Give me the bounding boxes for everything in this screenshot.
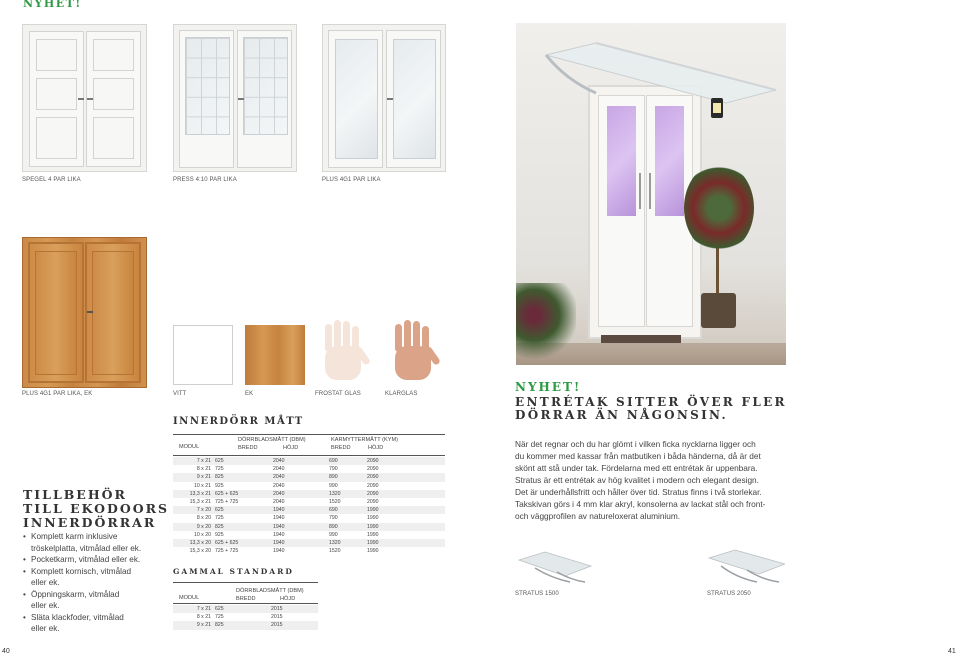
table-row xyxy=(173,465,445,473)
table-cell: 1990 xyxy=(367,531,379,538)
right-paragraph: När det regnar och du har glömt i vilken ficka nycklarna ligger och du kommer med kassar från matbutiken i båda händerna, då är det skönt att stå under tak. Fördelarna med ett entrétak är uppenbara. Stratus är ett entrétak av hög kvalitet i modern och elegant design. Det är underhållsfritt och håller över tid. Stratus finns i två storlekar. Takskivan görs i 4 mm klar akryl, konsolerna av lackat stål och front- och väggprofilen av natureloxerat aluminium. xyxy=(515,439,766,521)
gammal-col-dbm: DÖRRBLADSMÅTT (DBM) xyxy=(236,588,304,594)
table-row xyxy=(173,531,445,539)
table-row xyxy=(173,490,445,498)
col-kym: KARMYTTERMÅTT (KYM) xyxy=(331,437,399,443)
table-row xyxy=(173,547,445,555)
table-cell: 725 xyxy=(215,515,224,522)
table-row xyxy=(173,621,318,629)
table-cell: 7 x 21 xyxy=(173,457,213,465)
table-cell: 625 xyxy=(213,506,271,514)
door-caption-3: PLUS 4G1 PAR LIKA xyxy=(322,177,381,183)
door-photo-press xyxy=(173,24,297,172)
table-cell: 2015 xyxy=(269,605,318,613)
table-cell: 7 x 20 xyxy=(173,506,213,514)
table-cell: 990 xyxy=(329,482,338,489)
table-cell: 1320 xyxy=(327,539,365,547)
table-cell: 1520 xyxy=(329,499,341,506)
table-row xyxy=(173,473,445,481)
table-cell: 725 xyxy=(215,614,224,621)
table-row xyxy=(173,613,318,621)
table-cell: 890 xyxy=(327,523,365,531)
table-cell: 15,3 x 20 xyxy=(189,548,211,555)
entrance-photo xyxy=(516,23,786,365)
swatch-white xyxy=(173,325,233,385)
table-cell: 8 x 21 xyxy=(196,466,211,473)
swatch-label-white: VITT xyxy=(173,391,187,397)
table-cell: 1520 xyxy=(329,548,341,555)
tillbehor-title-line-3: INNERDÖRRAR xyxy=(23,515,157,530)
list-item: • Pocketkarm, vitmålad eller ek. xyxy=(23,554,163,566)
table-cell: 2090 xyxy=(365,457,445,465)
col-dbm-hojd: HÖJD xyxy=(283,445,299,451)
table-cell: 1990 xyxy=(367,515,379,522)
swatch-clear-glass xyxy=(385,318,445,385)
table-cell: 2040 xyxy=(271,473,327,481)
gammal-rows xyxy=(173,605,318,630)
table-cell: 1990 xyxy=(367,548,379,555)
tillbehor-title-line-2: TILL EKODOORS xyxy=(23,501,170,516)
list-item: • Släta klackfoder, vitmålad eller ek. xyxy=(23,612,163,635)
table-cell: 925 xyxy=(215,531,224,538)
hand-clear-icon xyxy=(385,318,445,385)
table-cell: 1940 xyxy=(273,515,285,522)
table-cell: 2040 xyxy=(273,466,285,473)
table-cell: 1940 xyxy=(271,506,327,514)
table-cell: 790 xyxy=(329,466,338,473)
table-cell: 2090 xyxy=(367,466,379,473)
table-cell: 790 xyxy=(329,515,338,522)
door-caption-1: SPEGEL 4 PAR LIKA xyxy=(22,177,81,183)
table-cell: 10 x 20 xyxy=(193,531,211,538)
gammal-col-bredd: BREDD xyxy=(236,596,256,602)
hand-frosted-icon xyxy=(315,318,375,385)
table-cell: 8 x 20 xyxy=(196,515,211,522)
table-cell: 625 + 625 xyxy=(213,490,271,498)
swatch-label-clear: KLARGLAS xyxy=(385,391,418,397)
table-cell: 990 xyxy=(329,531,338,538)
table-row xyxy=(173,457,445,465)
table-cell: 9 x 21 xyxy=(173,473,213,481)
table-row xyxy=(173,506,445,514)
swatch-label-oak: EK xyxy=(245,391,254,397)
page-number-right: 41 xyxy=(948,648,956,655)
headline-line-2: DÖRRAR ÄN NÅGONSIN. xyxy=(515,408,729,422)
table-cell: 1990 xyxy=(365,523,445,531)
product-photo-stratus-1500 xyxy=(515,548,593,588)
col-dbm-bredd: BREDD xyxy=(238,445,258,451)
table-row xyxy=(173,539,445,547)
table-cell: 625 + 625 xyxy=(213,539,271,547)
table-cell: 2090 xyxy=(365,473,445,481)
table-cell: 725 + 725 xyxy=(215,499,239,506)
list-item: • Komplett kornisch, vitmålad eller ek. xyxy=(23,566,163,589)
table-cell: 625 xyxy=(213,457,271,465)
gammal-col-modul: MODUL xyxy=(179,595,200,601)
table-cell: 890 xyxy=(327,473,365,481)
swatch-label-frosted: FROSTAT GLAS xyxy=(315,391,361,397)
table-cell: 825 xyxy=(213,621,269,629)
table-cell: 1320 xyxy=(327,490,365,498)
table-cell: 10 x 21 xyxy=(193,482,211,489)
table-cell: 2090 xyxy=(365,490,445,498)
door-photo-spegel xyxy=(22,24,147,172)
innerdorr-table xyxy=(173,434,445,555)
table-cell: 1940 xyxy=(273,548,285,555)
table-cell: 9 x 20 xyxy=(173,523,213,531)
table-row xyxy=(173,482,445,490)
right-nyhet-label: NYHET! xyxy=(515,380,582,394)
gammal-title: GAMMAL STANDARD xyxy=(173,567,294,576)
table-cell: 825 xyxy=(213,523,271,531)
door-caption-4: PLUS 4G1 PAR LIKA, EK xyxy=(22,391,93,397)
table-row xyxy=(173,498,445,506)
col-kym-bredd: BREDD xyxy=(331,445,351,451)
table-cell: 8 x 21 xyxy=(196,614,211,621)
table-cell: 925 xyxy=(215,482,224,489)
product-caption-2050: STRATUS 2050 xyxy=(707,591,751,597)
canopy-graphic xyxy=(536,35,776,105)
list-item: • Öppningskarm, vitmålad eller ek. xyxy=(23,589,163,612)
door-photo-plus xyxy=(322,24,446,172)
headline-line-1: ENTRÉTAK SITTER ÖVER FLER xyxy=(515,395,787,409)
tillbehor-title xyxy=(23,488,169,530)
product-caption-1500: STRATUS 1500 xyxy=(515,591,559,597)
table-cell: 625 xyxy=(213,605,269,613)
table-row xyxy=(173,514,445,522)
table-cell: 690 xyxy=(327,457,365,465)
col-modul: MODUL xyxy=(179,444,200,450)
table-cell: 13,3 x 21 xyxy=(173,490,213,498)
table-cell: 1990 xyxy=(365,506,445,514)
gammal-table xyxy=(173,582,318,630)
door-photo-oak xyxy=(22,237,147,388)
table-cell: 725 + 725 xyxy=(215,548,239,555)
table-cell: 2015 xyxy=(271,614,283,621)
list-item: • Komplett karm inklusive tröskelplatta, vitmålad eller ek. xyxy=(23,531,163,554)
table-cell: 2040 xyxy=(273,482,285,489)
table-cell: 2090 xyxy=(367,482,379,489)
right-headline xyxy=(515,396,787,422)
table-row xyxy=(173,523,445,531)
page-number-left: 40 xyxy=(2,648,10,655)
table-cell: 15,3 x 21 xyxy=(189,499,211,506)
table-cell: 2040 xyxy=(271,490,327,498)
table-cell: 1990 xyxy=(365,539,445,547)
table-cell: 690 xyxy=(327,506,365,514)
door-caption-2: PRESS 4:10 PAR LIKA xyxy=(173,177,237,183)
top-nyhet-label: NYHET! xyxy=(23,0,82,10)
table-cell: 7 x 21 xyxy=(173,605,213,613)
innerdorr-title: INNERDÖRR MÅTT xyxy=(173,416,304,427)
table-cell: 1940 xyxy=(273,531,285,538)
table-cell: 2040 xyxy=(271,457,327,465)
product-photo-stratus-2050 xyxy=(707,548,785,588)
gammal-col-hojd: HÖJD xyxy=(280,596,296,602)
table-cell: 725 xyxy=(215,466,224,473)
innerdorr-rows xyxy=(173,457,445,555)
tillbehor-title-line-1: TILLBEHÖR xyxy=(23,487,127,502)
tillbehor-list xyxy=(23,531,163,635)
table-cell: 2015 xyxy=(269,621,318,629)
col-dbm: DÖRRBLADSMÅTT (DBM) xyxy=(238,437,306,443)
table-cell: 1940 xyxy=(271,539,327,547)
swatch-frosted-glass xyxy=(315,318,375,385)
table-cell: 2090 xyxy=(367,499,379,506)
col-kym-hojd: HÖJD xyxy=(368,445,384,451)
table-cell: 1940 xyxy=(271,523,327,531)
table-cell: 2040 xyxy=(273,499,285,506)
table-cell: 825 xyxy=(213,473,271,481)
table-cell: 9 x 21 xyxy=(173,621,213,629)
table-row xyxy=(173,605,318,613)
table-cell: 13,3 x 20 xyxy=(173,539,213,547)
swatch-oak xyxy=(245,325,305,385)
